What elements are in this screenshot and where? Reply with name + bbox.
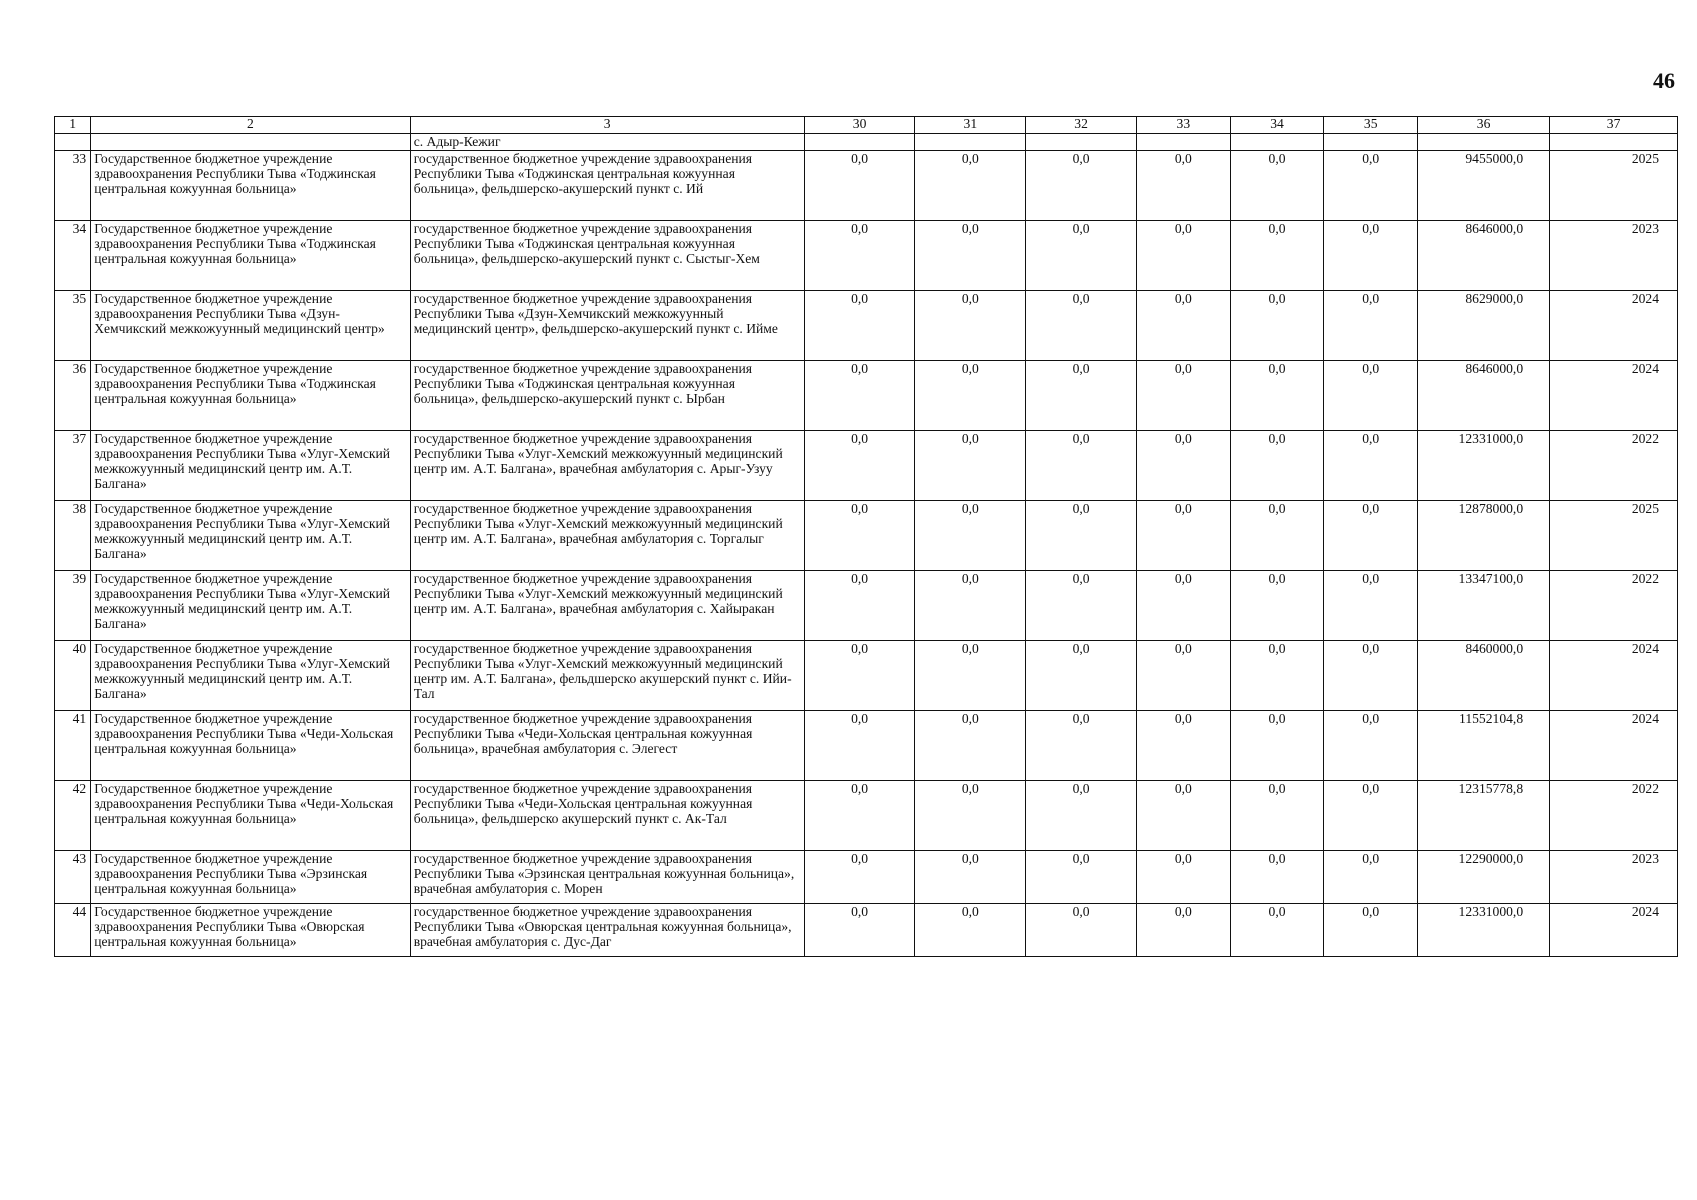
year-cell bbox=[1550, 134, 1678, 151]
table-row bbox=[55, 360, 1678, 430]
value-cell: 0,0 bbox=[1324, 220, 1418, 290]
value-cell: 0,0 bbox=[804, 850, 915, 903]
amount-cell: 13347100,0 bbox=[1418, 570, 1550, 640]
table-row bbox=[55, 710, 1678, 780]
value-cell: 0,0 bbox=[1026, 360, 1137, 430]
amount-cell bbox=[1418, 134, 1550, 151]
table-row bbox=[55, 150, 1678, 220]
amount-cell: 12878000,0 bbox=[1418, 500, 1550, 570]
value-cell: 0,0 bbox=[915, 150, 1026, 220]
table-row bbox=[55, 780, 1678, 850]
row-number-cell: 40 bbox=[55, 640, 91, 710]
institution-cell: Государственное бюджетное учреждение здравоохранения Республики Тыва «Эрзинская центральная кожуунная больница» bbox=[91, 850, 410, 903]
value-cell: 0,0 bbox=[1230, 290, 1324, 360]
value-cell: 0,0 bbox=[804, 903, 915, 956]
value-cell: 0,0 bbox=[1136, 360, 1230, 430]
value-cell: 0,0 bbox=[915, 780, 1026, 850]
table-row bbox=[55, 430, 1678, 500]
object-cell: с. Адыр-Кежиг bbox=[410, 134, 804, 151]
institution-cell: Государственное бюджетное учреждение здравоохранения Республики Тыва «Тоджинская центральная кожуунная больница» bbox=[91, 220, 410, 290]
value-cell: 0,0 bbox=[1324, 780, 1418, 850]
value-cell: 0,0 bbox=[1230, 430, 1324, 500]
value-cell: 0,0 bbox=[915, 500, 1026, 570]
value-cell: 0,0 bbox=[915, 640, 1026, 710]
institution-cell: Государственное бюджетное учреждение здравоохранения Республики Тыва «Тоджинская центральная кожуунная больница» bbox=[91, 150, 410, 220]
value-cell: 0,0 bbox=[1230, 220, 1324, 290]
object-cell: государственное бюджетное учреждение здравоохранения Республики Тыва «Тоджинская центральная кожуунная больница», фельдшерско-акушерский пункт с. Сыстыг-Хем bbox=[410, 220, 804, 290]
value-cell: 0,0 bbox=[1136, 500, 1230, 570]
header-cell: 35 bbox=[1324, 117, 1418, 134]
table-row bbox=[55, 570, 1678, 640]
row-number-cell: 36 bbox=[55, 360, 91, 430]
object-cell: государственное бюджетное учреждение здравоохранения Республики Тыва «Тоджинская центральная кожуунная больница», фельдшерско-акушерский пункт с. Ырбан bbox=[410, 360, 804, 430]
value-cell: 0,0 bbox=[1026, 150, 1137, 220]
header-cell: 30 bbox=[804, 117, 915, 134]
row-number-cell: 44 bbox=[55, 903, 91, 956]
institution-cell: Государственное бюджетное учреждение здравоохранения Республики Тыва «Улуг-Хемский межкожуунный медицинский центр им. А.Т. Балгана» bbox=[91, 640, 410, 710]
value-cell: 0,0 bbox=[1324, 710, 1418, 780]
value-cell: 0,0 bbox=[1324, 430, 1418, 500]
year-cell: 2022 bbox=[1550, 570, 1678, 640]
table-row bbox=[55, 640, 1678, 710]
amount-cell: 12331000,0 bbox=[1418, 430, 1550, 500]
row-number-cell: 35 bbox=[55, 290, 91, 360]
object-cell: государственное бюджетное учреждение здравоохранения Республики Тыва «Улуг-Хемский межкожуунный медицинский центр им. А.Т. Балгана», фельдшерско акушерский пункт с. Ийи-Тал bbox=[410, 640, 804, 710]
table-row bbox=[55, 850, 1678, 903]
institution-cell: Государственное бюджетное учреждение здравоохранения Республики Тыва «Улуг-Хемский межкожуунный медицинский центр им. А.Т. Балгана» bbox=[91, 570, 410, 640]
object-cell: государственное бюджетное учреждение здравоохранения Республики Тыва «Тоджинская центральная кожуунная больница», фельдшерско-акушерский пункт с. Ий bbox=[410, 150, 804, 220]
value-cell: 0,0 bbox=[1324, 850, 1418, 903]
table-row bbox=[55, 290, 1678, 360]
value-cell: 0,0 bbox=[804, 430, 915, 500]
value-cell: 0,0 bbox=[1136, 570, 1230, 640]
year-cell: 2024 bbox=[1550, 903, 1678, 956]
year-cell: 2024 bbox=[1550, 360, 1678, 430]
value-cell: 0,0 bbox=[1136, 903, 1230, 956]
institution-cell: Государственное бюджетное учреждение здравоохранения Республики Тыва «Дзун-Хемчикский межкожуунный медицинский центр» bbox=[91, 290, 410, 360]
object-cell: государственное бюджетное учреждение здравоохранения Республики Тыва «Чеди-Хольская центральная кожуунная больница», врачебная амбулатория с. Элегест bbox=[410, 710, 804, 780]
value-cell: 0,0 bbox=[1230, 640, 1324, 710]
value-cell: 0,0 bbox=[915, 430, 1026, 500]
value-cell: 0,0 bbox=[1026, 850, 1137, 903]
value-cell: 0,0 bbox=[1230, 850, 1324, 903]
object-cell: государственное бюджетное учреждение здравоохранения Республики Тыва «Улуг-Хемский межкожуунный медицинский центр им. А.Т. Балгана», врачебная амбулатория с. Арыг-Узуу bbox=[410, 430, 804, 500]
header-cell: 32 bbox=[1026, 117, 1137, 134]
value-cell: 0,0 bbox=[804, 360, 915, 430]
row-number-cell: 42 bbox=[55, 780, 91, 850]
value-cell: 0,0 bbox=[1230, 500, 1324, 570]
value-cell: 0,0 bbox=[1230, 710, 1324, 780]
header-cell: 36 bbox=[1418, 117, 1550, 134]
value-cell: 0,0 bbox=[915, 290, 1026, 360]
institution-cell: Государственное бюджетное учреждение здравоохранения Республики Тыва «Чеди-Хольская центральная кожуунная больница» bbox=[91, 710, 410, 780]
amount-cell: 12290000,0 bbox=[1418, 850, 1550, 903]
amount-cell: 8460000,0 bbox=[1418, 640, 1550, 710]
value-cell: 0,0 bbox=[1136, 850, 1230, 903]
value-cell: 0,0 bbox=[1230, 360, 1324, 430]
value-cell: 0,0 bbox=[804, 710, 915, 780]
value-cell: 0,0 bbox=[1324, 500, 1418, 570]
value-cell: 0,0 bbox=[1026, 290, 1137, 360]
row-number-cell: 33 bbox=[55, 150, 91, 220]
amount-cell: 12315778,8 bbox=[1418, 780, 1550, 850]
object-cell: государственное бюджетное учреждение здравоохранения Республики Тыва «Улуг-Хемский межкожуунный медицинский центр им. А.Т. Балгана», врачебная амбулатория с. Торгалыг bbox=[410, 500, 804, 570]
object-cell: государственное бюджетное учреждение здравоохранения Республики Тыва «Чеди-Хольская центральная кожуунная больница», фельдшерско акушерский пункт с. Ак-Тал bbox=[410, 780, 804, 850]
value-cell: 0,0 bbox=[915, 903, 1026, 956]
header-cell: 1 bbox=[55, 117, 91, 134]
amount-cell: 11552104,8 bbox=[1418, 710, 1550, 780]
value-cell: 0,0 bbox=[1026, 220, 1137, 290]
object-cell: государственное бюджетное учреждение здравоохранения Республики Тыва «Улуг-Хемский межкожуунный медицинский центр им. А.Т. Балгана», врачебная амбулатория с. Хайыракан bbox=[410, 570, 804, 640]
year-cell: 2024 bbox=[1550, 290, 1678, 360]
value-cell bbox=[915, 134, 1026, 151]
value-cell: 0,0 bbox=[1136, 640, 1230, 710]
institution-cell: Государственное бюджетное учреждение здравоохранения Республики Тыва «Улуг-Хемский межкожуунный медицинский центр им. А.Т. Балгана» bbox=[91, 430, 410, 500]
value-cell: 0,0 bbox=[915, 220, 1026, 290]
amount-cell: 9455000,0 bbox=[1418, 150, 1550, 220]
value-cell bbox=[1230, 134, 1324, 151]
value-cell bbox=[1026, 134, 1137, 151]
amount-cell: 12331000,0 bbox=[1418, 903, 1550, 956]
value-cell: 0,0 bbox=[1324, 640, 1418, 710]
row-number-cell: 38 bbox=[55, 500, 91, 570]
value-cell: 0,0 bbox=[1136, 220, 1230, 290]
year-cell: 2025 bbox=[1550, 150, 1678, 220]
value-cell: 0,0 bbox=[804, 290, 915, 360]
value-cell: 0,0 bbox=[1324, 903, 1418, 956]
row-number-cell bbox=[55, 134, 91, 151]
value-cell: 0,0 bbox=[1230, 570, 1324, 640]
value-cell: 0,0 bbox=[915, 570, 1026, 640]
value-cell bbox=[1324, 134, 1418, 151]
year-cell: 2023 bbox=[1550, 850, 1678, 903]
value-cell: 0,0 bbox=[1324, 570, 1418, 640]
value-cell: 0,0 bbox=[1230, 150, 1324, 220]
value-cell: 0,0 bbox=[1324, 290, 1418, 360]
object-cell: государственное бюджетное учреждение здравоохранения Республики Тыва «Овюрская центральная кожуунная больница», врачебная амбулатория с. Дус-Даг bbox=[410, 903, 804, 956]
row-number-cell: 41 bbox=[55, 710, 91, 780]
value-cell: 0,0 bbox=[804, 780, 915, 850]
value-cell: 0,0 bbox=[915, 710, 1026, 780]
institution-cell: Государственное бюджетное учреждение здравоохранения Республики Тыва «Улуг-Хемский межкожуунный медицинский центр им. А.Т. Балгана» bbox=[91, 500, 410, 570]
row-number-cell: 39 bbox=[55, 570, 91, 640]
object-cell: государственное бюджетное учреждение здравоохранения Республики Тыва «Эрзинская центральная кожуунная больница», врачебная амбулатория с. Морен bbox=[410, 850, 804, 903]
value-cell: 0,0 bbox=[1026, 780, 1137, 850]
value-cell: 0,0 bbox=[1136, 290, 1230, 360]
header-cell: 31 bbox=[915, 117, 1026, 134]
value-cell: 0,0 bbox=[1026, 710, 1137, 780]
value-cell: 0,0 bbox=[1136, 150, 1230, 220]
value-cell: 0,0 bbox=[804, 570, 915, 640]
value-cell: 0,0 bbox=[804, 640, 915, 710]
value-cell: 0,0 bbox=[1324, 150, 1418, 220]
value-cell bbox=[804, 134, 915, 151]
value-cell: 0,0 bbox=[1136, 710, 1230, 780]
header-cell: 3 bbox=[410, 117, 804, 134]
value-cell: 0,0 bbox=[804, 150, 915, 220]
table-row bbox=[55, 220, 1678, 290]
value-cell bbox=[1136, 134, 1230, 151]
table-row bbox=[55, 500, 1678, 570]
object-cell: государственное бюджетное учреждение здравоохранения Республики Тыва «Дзун-Хемчикский межкожуунный медицинский центр», фельдшерско-акушерский пункт с. Ийме bbox=[410, 290, 804, 360]
institution-cell bbox=[91, 134, 410, 151]
header-cell: 2 bbox=[91, 117, 410, 134]
table-row bbox=[55, 903, 1678, 956]
year-cell: 2024 bbox=[1550, 710, 1678, 780]
value-cell: 0,0 bbox=[1026, 500, 1137, 570]
value-cell: 0,0 bbox=[915, 850, 1026, 903]
amount-cell: 8646000,0 bbox=[1418, 360, 1550, 430]
header-cell: 37 bbox=[1550, 117, 1678, 134]
year-cell: 2025 bbox=[1550, 500, 1678, 570]
continuation-row bbox=[55, 134, 1678, 151]
header-cell: 33 bbox=[1136, 117, 1230, 134]
value-cell: 0,0 bbox=[1136, 430, 1230, 500]
institution-cell: Государственное бюджетное учреждение здравоохранения Республики Тыва «Тоджинская центральная кожуунная больница» bbox=[91, 360, 410, 430]
data-table bbox=[54, 116, 1678, 957]
institution-cell: Государственное бюджетное учреждение здравоохранения Республики Тыва «Чеди-Хольская центральная кожуунная больница» bbox=[91, 780, 410, 850]
value-cell: 0,0 bbox=[1324, 360, 1418, 430]
institution-cell: Государственное бюджетное учреждение здравоохранения Республики Тыва «Овюрская центральная кожуунная больница» bbox=[91, 903, 410, 956]
value-cell: 0,0 bbox=[804, 220, 915, 290]
year-cell: 2024 bbox=[1550, 640, 1678, 710]
value-cell: 0,0 bbox=[1136, 780, 1230, 850]
year-cell: 2022 bbox=[1550, 780, 1678, 850]
page-number: 46 bbox=[1653, 68, 1675, 93]
year-cell: 2022 bbox=[1550, 430, 1678, 500]
value-cell: 0,0 bbox=[1026, 570, 1137, 640]
value-cell: 0,0 bbox=[1230, 903, 1324, 956]
amount-cell: 8646000,0 bbox=[1418, 220, 1550, 290]
value-cell: 0,0 bbox=[1026, 640, 1137, 710]
row-number-cell: 43 bbox=[55, 850, 91, 903]
header-cell: 34 bbox=[1230, 117, 1324, 134]
value-cell: 0,0 bbox=[1026, 903, 1137, 956]
value-cell: 0,0 bbox=[1026, 430, 1137, 500]
row-number-cell: 37 bbox=[55, 430, 91, 500]
row-number-cell: 34 bbox=[55, 220, 91, 290]
year-cell: 2023 bbox=[1550, 220, 1678, 290]
value-cell: 0,0 bbox=[804, 500, 915, 570]
value-cell: 0,0 bbox=[915, 360, 1026, 430]
amount-cell: 8629000,0 bbox=[1418, 290, 1550, 360]
value-cell: 0,0 bbox=[1230, 780, 1324, 850]
column-number-header-row bbox=[55, 117, 1678, 134]
